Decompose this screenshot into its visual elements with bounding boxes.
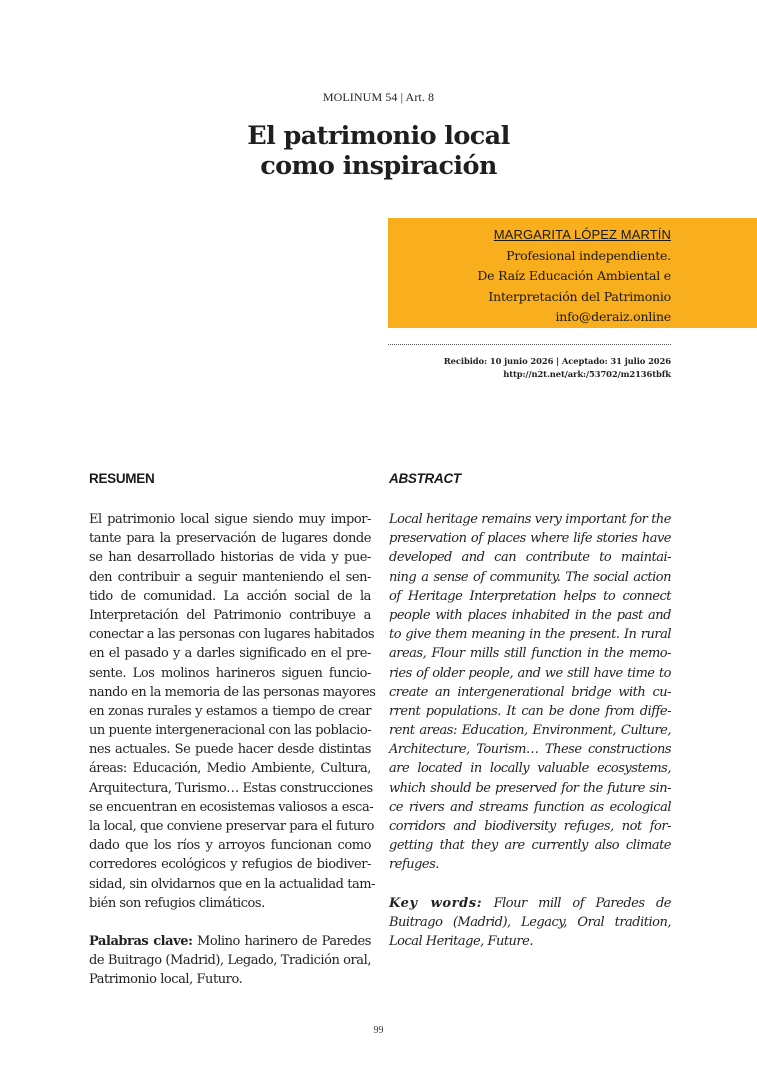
resumen-heading: RESUMEN [89, 471, 155, 486]
abstract-heading: ABSTRACT [389, 471, 461, 486]
resumen-text-line: Arquitectura, Turismo… Estas construcciones [89, 780, 373, 796]
author-affiliation-2: De Raíz Educación Ambiental e [477, 268, 671, 283]
abstract-text [389, 510, 671, 875]
dotted-divider [388, 344, 671, 345]
author-box [388, 218, 757, 328]
key-words-line-1: Flour mill of Paredes de [482, 896, 671, 911]
abstract-text-line: corridors and biodiversity refuges, not for- [389, 819, 671, 834]
resumen-text-line: sente. Los molinos harineros siguen funcio- [89, 665, 371, 681]
submission-dates [444, 355, 671, 381]
resumen-text-line: Interpretación del Patrimonio contribuye a [89, 607, 371, 623]
abstract-text-line: rrent populations. It can be done from diffe- [389, 703, 671, 719]
author-affiliation-3: Interpretación del Patrimonio [488, 288, 671, 304]
abstract-text-line: which should be preserved for the future sin- [389, 780, 671, 796]
resumen-text-line: la local, que conviene preservar para el futuro [89, 819, 374, 834]
abstract-text-line: create an intergenerational bridge with cu- [389, 684, 671, 700]
resumen-text-line: en el pasado y a darles significado en el pre- [89, 646, 371, 662]
resumen-text-line: bién son refugios climáticos. [89, 895, 265, 911]
ark-link[interactable]: http://n2t.net/ark:/53702/m2136tbfk [503, 369, 671, 379]
abstract-text-line: getting that they are currently also climate [389, 838, 671, 854]
journal-issue-label: MOLINUM 54 | Art. 8 [322, 90, 435, 104]
key-words-label: Key words: [389, 896, 483, 911]
abstract-text-line: ning a sense of community. The social action [389, 569, 671, 585]
palabras-clave-line-1: Molino harinero de Paredes [192, 934, 371, 949]
resumen-text-line: tante para la preservación de lugares donde [89, 531, 371, 547]
abstract-text-line: ries of older people, and we still have time to [389, 665, 671, 681]
resumen-text-line: dado que los ríos y arroyos funcionan como [89, 838, 371, 854]
abstract-text-line: to give them meaning in the present. In rural [389, 627, 671, 643]
resumen-text-line: conectar a las personas con lugares habitados [89, 627, 375, 643]
palabras-clave [89, 932, 371, 990]
resumen-text-line: se han desarrollado historias de vida y pue- [89, 550, 371, 566]
key-words [389, 894, 671, 952]
author-affiliation-1: Profesional independiente. [506, 247, 671, 263]
resumen-text-line: áreas: Educación, Medio Ambiente, Cultura, [89, 761, 371, 777]
resumen-text-line: tido de comunidad. La acción social de la [89, 588, 371, 604]
abstract-text-line: are located in locally valuable ecosystems, [389, 761, 671, 777]
resumen-text-line: den contribuir a seguir manteniendo el sen- [89, 569, 371, 585]
key-words-line-2: Buitrago (Madrid), Legacy, Oral tradition, [389, 915, 671, 931]
abstract-text-line: preservation of places where life stories have [389, 531, 671, 547]
abstract-text-line: areas, Flour mills still function in the memo- [389, 646, 671, 662]
abstract-text-line: Architecture, Tourism… These constructions [389, 742, 671, 758]
resumen-text-line: nes actuales. Se puede hacer desde distintas [89, 742, 371, 758]
author-email[interactable]: info@deraiz.online [555, 309, 671, 324]
resumen-text-line: sidad, sin olvidarnos que en la actualidad tam- [89, 876, 376, 892]
abstract-text-line: Local heritage remains very important for the [389, 512, 671, 527]
article-title [0, 121, 757, 181]
resumen-text-line: El patrimonio local sigue siendo muy impor- [89, 512, 371, 527]
received-accepted-dates: Recibido: 10 junio 2026 | Aceptado: 31 julio 2026 [443, 356, 671, 366]
resumen-text [89, 510, 376, 913]
resumen-text-line: se encuentran en ecosistemas valiosos a esca- [89, 799, 374, 815]
resumen-text-line: un puente intergeneracional con las poblacio- [89, 723, 372, 739]
article-title-line-2: como inspiración [260, 151, 497, 181]
abstract-text-line: rent areas: Education, Environment, Culture, [389, 723, 671, 739]
article-title-line-1: El patrimonio local [247, 121, 510, 151]
abstract-text-line: of Heritage Interpretation helps to connect [389, 588, 671, 604]
resumen-text-line: en zonas rurales y estamos a tiempo de crear [89, 703, 371, 719]
palabras-clave-line-3: Patrimonio local, Futuro. [89, 972, 243, 988]
resumen-text-line: corredores ecológicos y refugios de biodiver- [89, 857, 371, 873]
resumen-text-line: nando en la memoria de las personas mayores [89, 684, 376, 700]
author-name: MARGARITA LÓPEZ MARTÍN [493, 227, 671, 242]
abstract-text-line: ce rivers and streams function as ecological [389, 799, 671, 815]
page-number: 99 [373, 1025, 384, 1036]
abstract-text-line: developed and can contribute to maintai- [389, 550, 671, 566]
key-words-line-3: Local Heritage, Future. [389, 934, 533, 950]
palabras-clave-label: Palabras clave: [89, 934, 193, 949]
abstract-text-line: refuges. [389, 857, 439, 873]
palabras-clave-line-2: de Buitrago (Madrid), Legado, Tradición oral, [89, 953, 371, 969]
abstract-text-line: people with places inhabited in the past and [389, 607, 671, 623]
